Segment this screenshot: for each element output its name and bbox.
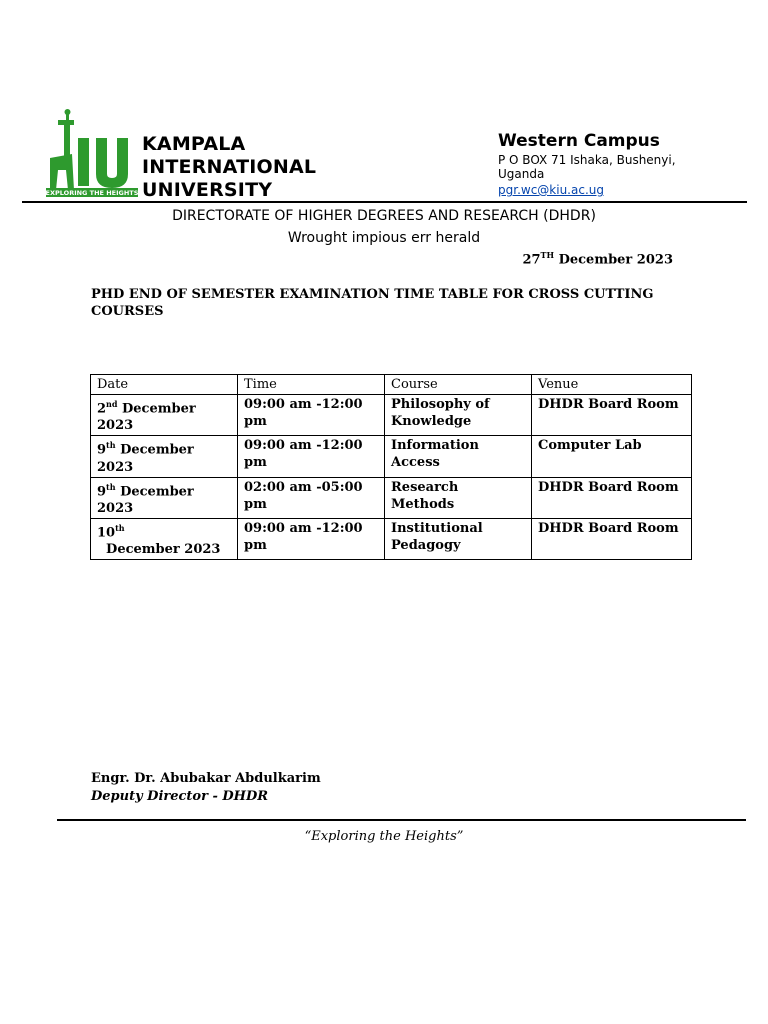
- document-date: [522, 250, 673, 267]
- date-day: 9: [97, 442, 107, 458]
- date-day: 27: [522, 252, 541, 268]
- table-row: [91, 395, 692, 436]
- table-row: [91, 518, 692, 559]
- date-day: 9: [97, 483, 107, 499]
- cell-time: 09:00 am -12:00 pm: [238, 436, 385, 477]
- cell-date: [91, 477, 238, 518]
- header-divider: [22, 201, 747, 203]
- email-link[interactable]: pgr.wc@kiu.ac.ug: [498, 183, 604, 197]
- signatory-role: Deputy Director - DHDR: [91, 789, 269, 804]
- exam-timetable: [90, 374, 692, 560]
- date-day: 2: [97, 401, 107, 417]
- directorate-title: DIRECTORATE OF HIGHER DEGREES AND RESEARCH (DHDR): [172, 208, 596, 224]
- column-header-date: Date: [91, 375, 238, 395]
- cell-course: Information Access: [385, 436, 532, 477]
- date-rest: December 2023: [554, 252, 673, 268]
- date-day: 10: [97, 525, 116, 541]
- date-suffix: th: [106, 440, 116, 451]
- university-name-line-2: INTERNATIONAL: [142, 156, 317, 178]
- address-line-1: P O BOX 71 Ishaka, Bushenyi,: [498, 153, 676, 167]
- cell-venue: DHDR Board Room: [532, 477, 692, 518]
- cell-date: [91, 518, 238, 559]
- column-header-time: Time: [238, 375, 385, 395]
- campus-title: Western Campus: [498, 131, 660, 151]
- date-suffix: th: [106, 481, 116, 492]
- cell-time: 09:00 am -12:00 pm: [238, 395, 385, 436]
- cell-venue: DHDR Board Room: [532, 395, 692, 436]
- date-month: December 2023: [97, 442, 194, 475]
- footer-divider: [57, 819, 746, 821]
- cell-venue: DHDR Board Room: [532, 518, 692, 559]
- university-name-line-3: UNIVERSITY: [142, 179, 273, 201]
- table-row: [91, 477, 692, 518]
- cell-date: [91, 395, 238, 436]
- kiu-logo: [44, 108, 140, 200]
- cell-course: Institutional Pedagogy: [385, 518, 532, 559]
- timetable-heading: PHD END OF SEMESTER EXAMINATION TIME TABLE FOR CROSS CUTTING COURSES: [91, 287, 654, 319]
- date-suffix: th: [115, 522, 125, 533]
- date-month: December 2023: [97, 542, 221, 558]
- cell-date: [91, 436, 238, 477]
- svg-text:EXPLORING THE HEIGHTS: EXPLORING THE HEIGHTS: [45, 189, 139, 197]
- column-header-venue: Venue: [532, 375, 692, 395]
- footer-motto: “Exploring the Heights”: [304, 829, 464, 844]
- date-suffix: nd: [106, 399, 118, 409]
- date-month: December 2023: [97, 401, 196, 434]
- date-month: December 2023: [97, 483, 194, 516]
- cell-time: 02:00 am -05:00 pm: [238, 477, 385, 518]
- document-subtitle: Wrought impious err herald: [287, 230, 481, 246]
- signatory-name: Engr. Dr. Abubakar Abdulkarim: [91, 771, 321, 786]
- cell-course: Philosophy of Knowledge: [385, 395, 532, 436]
- address-line-2: Uganda: [498, 167, 545, 181]
- table-header-row: [91, 375, 692, 395]
- date-suffix: TH: [540, 250, 555, 260]
- cell-venue: Computer Lab: [532, 436, 692, 477]
- column-header-course: Course: [385, 375, 532, 395]
- university-name-line-1: KAMPALA: [142, 133, 246, 155]
- cell-course: Research Methods: [385, 477, 532, 518]
- table-row: [91, 436, 692, 477]
- cell-time: 09:00 am -12:00 pm: [238, 518, 385, 559]
